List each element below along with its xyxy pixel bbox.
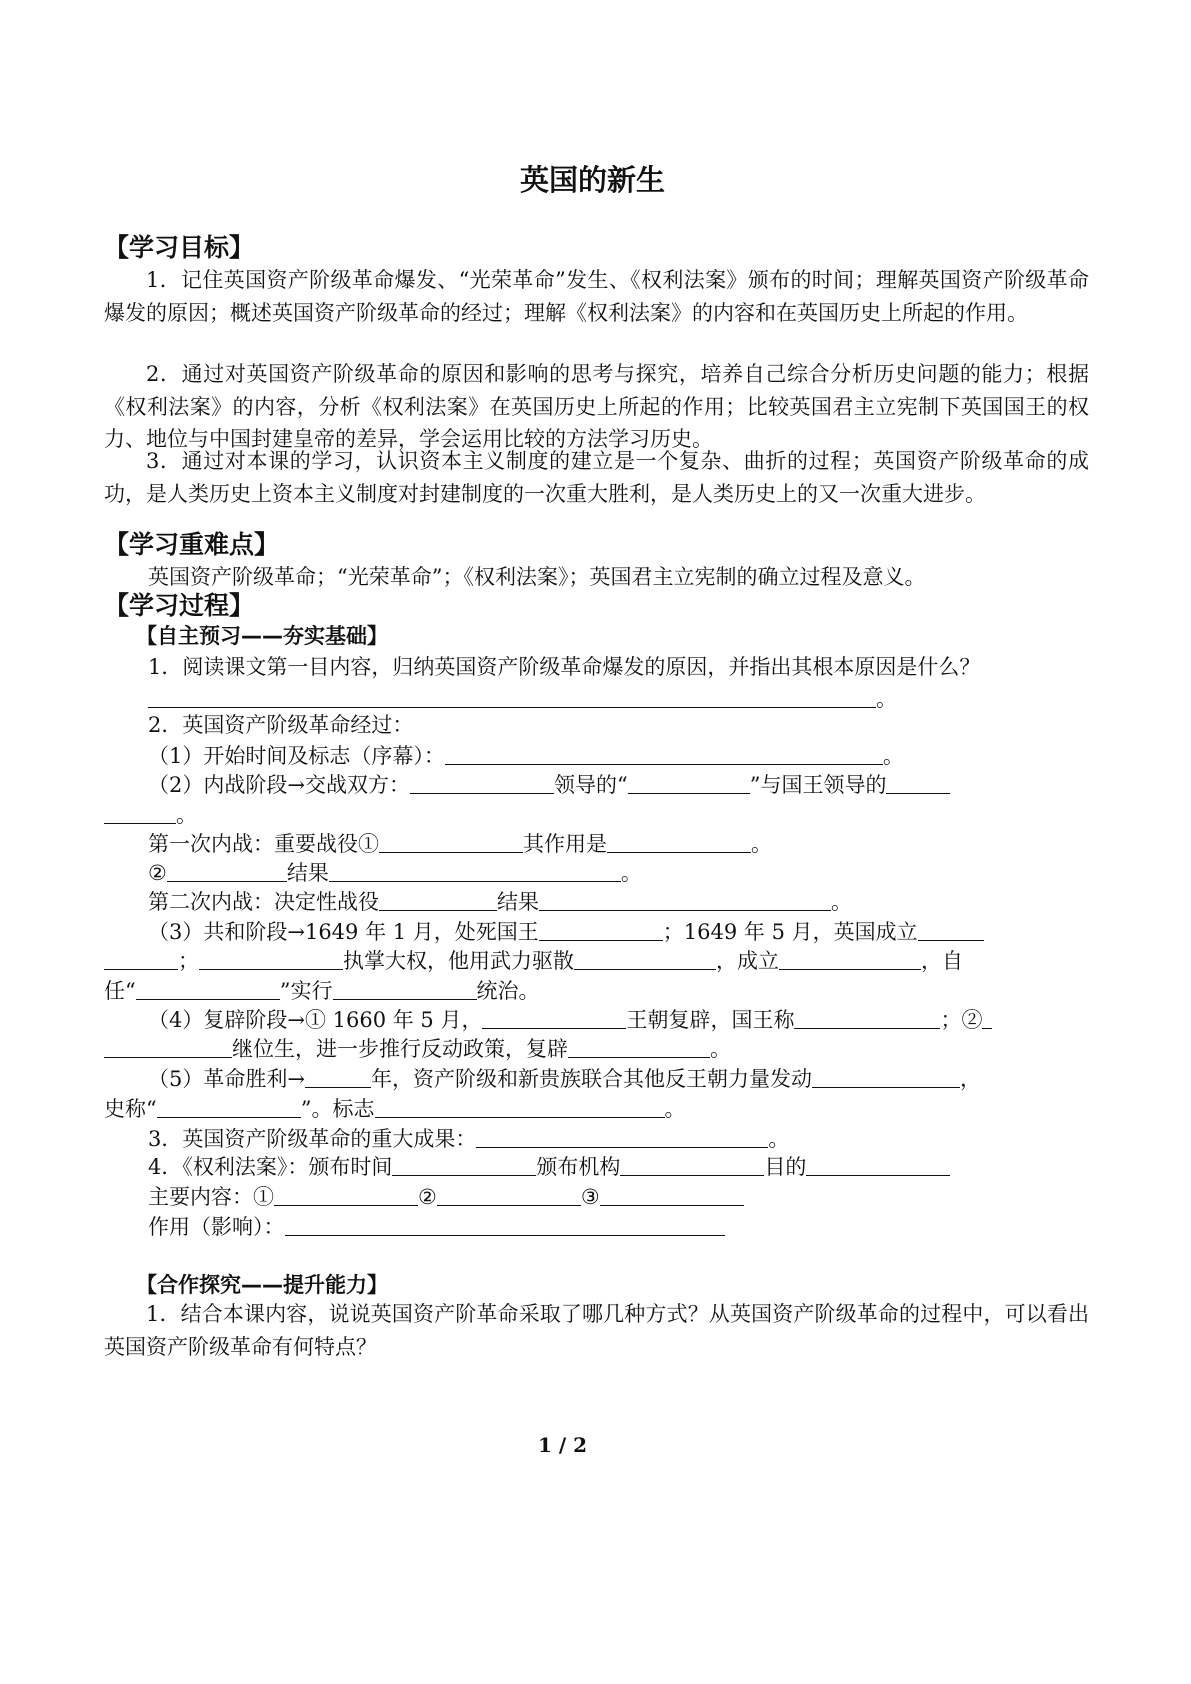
question-2-3: （3）共和阶段→1649 年 1 月，处死国王 ；1649 年 5 月，英国成立 — [148, 917, 984, 947]
cooperation-question-1: 1．结合本课内容，说说英国资产阶革命采取了哪几种方式？从英国资产阶级革命的过程中，可以看出英国资产阶级革命有何特点？ — [104, 1302, 1089, 1359]
answer-blank[interactable] — [568, 1035, 710, 1058]
question-2: 2．英国资产阶级革命经过： — [148, 713, 414, 737]
question-2-1: （1）开始时间及标志（序幕）： 。 — [148, 744, 904, 768]
question-2-2: （2）内战阶段→交战双方： 领导的“ ”与国王领导的 — [148, 770, 950, 800]
question-4-content: 主要内容：① ② ③ — [148, 1182, 744, 1212]
answer-blank[interactable] — [379, 888, 497, 911]
answer-blank[interactable] — [812, 1065, 960, 1088]
goal-paragraph-3: 3．通过对本课的学习，认识资本主义制度的建立是一个复杂、曲折的过程；英国资产阶级革命的成功，是人类历史上资本主义制度对封建制度的一次重大胜利，是人类历史上的又一次重大进步。 — [104, 449, 1089, 506]
answer-blank[interactable] — [274, 1183, 418, 1206]
answer-blank[interactable] — [285, 1213, 725, 1236]
answer-blank[interactable] — [539, 888, 831, 911]
question-2-3-cont-2: 任“ ”实行 统治。 — [104, 979, 540, 1003]
answer-blank[interactable] — [305, 1065, 371, 1088]
question-2-5-cont: 史称“ ”。标志 。 — [104, 1097, 686, 1121]
answer-blank[interactable] — [333, 977, 477, 1000]
answer-blank[interactable] — [806, 1153, 950, 1176]
answer-blank[interactable] — [410, 771, 554, 794]
answer-blank[interactable] — [918, 918, 984, 941]
answer-blank[interactable] — [104, 1035, 232, 1058]
subsection-heading-cooperation: 【合作探究——提升能力】 — [136, 1273, 388, 1297]
question-2-3-cont: ； 执掌大权，他用武力驱散 ，成立 ，自 — [104, 946, 963, 976]
page-number: 1 / 2 — [538, 1433, 588, 1457]
goal-paragraph-2: 2．通过对英国资产阶级革命的原因和影响的思考与探究，培养自己综合分析历史问题的能力；根据《权利法案》的内容，分析《权利法案》在英国历史上所起的作用；比较英国君主立宪制下英国国王的权力、地位与中国封建皇帝的差异，学会运用比较的方法学习历史。 — [104, 362, 1089, 451]
question-2-4: （4）复辟阶段→① 1660 年 5 月， 王朝复辟，国王称 ；② — [148, 1005, 992, 1035]
answer-blank[interactable] — [574, 947, 716, 970]
section-heading-key-points: 【学习重难点】 — [104, 530, 280, 559]
second-civil-war: 第二次内战：决定性战役 结果 。 — [148, 890, 852, 914]
answer-blank[interactable] — [628, 771, 750, 794]
answer-blank[interactable] — [620, 1153, 764, 1176]
question-4: 4．《权利法案》：颁布时间 颁布机构 目的 — [148, 1152, 950, 1182]
answer-blank[interactable] — [104, 947, 178, 970]
answer-blank[interactable] — [157, 1095, 301, 1118]
answer-blank[interactable] — [104, 801, 176, 824]
answer-blank[interactable] — [437, 1183, 581, 1206]
answer-blank[interactable] — [375, 1095, 665, 1118]
first-civil-war-2: ② 结果 。 — [148, 861, 642, 885]
answer-blank[interactable] — [445, 742, 883, 765]
answer-blank[interactable] — [482, 1006, 626, 1029]
answer-blank[interactable] — [607, 830, 751, 853]
answer-blank[interactable] — [600, 1183, 744, 1206]
question-2-2-cont: 。 — [104, 800, 197, 830]
answer-blank[interactable] — [476, 1125, 768, 1148]
question-2-5: （5）革命胜利→ 年，资产阶级和新贵族联合其他反王朝力量发动 ， — [148, 1067, 981, 1091]
answer-blank[interactable] — [136, 977, 280, 1000]
answer-line-1: 。 — [148, 684, 897, 714]
section-heading-goals: 【学习目标】 — [104, 233, 255, 262]
page-title: 英国的新生 — [520, 163, 666, 197]
answer-blank[interactable] — [167, 859, 287, 882]
answer-blank[interactable] — [392, 1153, 536, 1176]
answer-blank[interactable] — [886, 771, 950, 794]
answer-blank[interactable] — [779, 947, 921, 970]
answer-blank[interactable] — [794, 1006, 940, 1029]
answer-blank[interactable] — [329, 859, 621, 882]
question-2-4-cont: 继位生，进一步推行反动政策，复辟 。 — [104, 1034, 731, 1064]
question-1: 1．阅读课文第一目内容，归纳英国资产阶级革命爆发的原因，并指出其根本原因是什么？ — [148, 655, 981, 679]
answer-blank[interactable] — [199, 947, 343, 970]
subsection-heading-preview: 【自主预习——夯实基础】 — [136, 624, 388, 648]
question-4-effect: 作用（影响）： — [148, 1212, 725, 1242]
answer-blank[interactable] — [379, 830, 523, 853]
answer-blank[interactable] — [982, 1006, 992, 1029]
goal-paragraph-1: 1．记住英国资产阶级革命爆发、“光荣革命”发生、《权利法案》颁布的时间；理解英国资产阶级革命爆发的原因；概述英国资产阶级革命的经过；理解《权利法案》的内容和在英国历史上所起的作用。 — [104, 268, 1089, 325]
answer-blank[interactable] — [539, 918, 663, 941]
section-heading-process: 【学习过程】 — [104, 591, 255, 620]
answer-blank[interactable] — [148, 685, 876, 708]
key-points-text: 英国资产阶级革命；“光荣革命”；《权利法案》；英国君主立宪制的确立过程及意义。 — [148, 565, 926, 589]
question-3: 3．英国资产阶级革命的重大成果： 。 — [148, 1127, 790, 1151]
first-civil-war: 第一次内战：重要战役① 其作用是 。 — [148, 832, 772, 856]
